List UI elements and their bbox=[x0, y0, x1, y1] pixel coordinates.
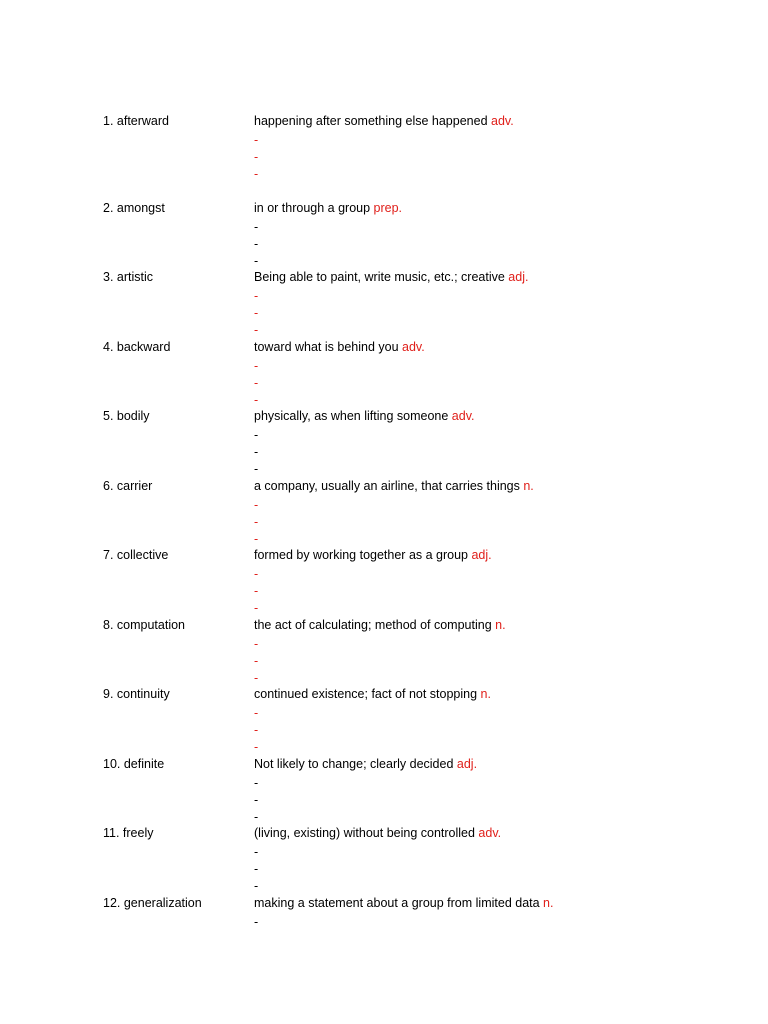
vocab-definition bbox=[254, 895, 553, 912]
blank-line-dash: - bbox=[254, 532, 259, 546]
blank-line-dash: - bbox=[254, 462, 259, 476]
part-of-speech: adv. bbox=[451, 409, 475, 423]
blank-line-dash: - bbox=[254, 776, 259, 790]
vocab-definition bbox=[254, 269, 528, 286]
vocab-term: 6. carrier bbox=[103, 479, 153, 493]
definition-text: a company, usually an airline, that carries things bbox=[254, 479, 524, 493]
vocab-term: 10. definite bbox=[103, 757, 165, 771]
blank-line-dash: - bbox=[254, 915, 259, 929]
definition-text: (living, existing) without being controlled bbox=[254, 826, 479, 840]
blank-line-dash: - bbox=[254, 862, 259, 876]
vocab-definition bbox=[254, 478, 534, 495]
vocab-term: 12. generalization bbox=[103, 896, 202, 910]
vocab-term: 3. artistic bbox=[103, 270, 154, 284]
blank-line-dash: - bbox=[254, 845, 259, 859]
blank-line-dash: - bbox=[254, 810, 259, 824]
vocab-definition bbox=[254, 200, 402, 217]
vocab-definition bbox=[254, 408, 475, 425]
vocab-definition bbox=[254, 113, 514, 130]
part-of-speech: adv. bbox=[491, 114, 514, 128]
definition-text: physically, as when lifting someone bbox=[254, 409, 452, 423]
blank-line-dash: - bbox=[254, 637, 259, 651]
vocab-definition bbox=[254, 825, 501, 842]
blank-line-dash: - bbox=[254, 879, 259, 893]
blank-line-dash: - bbox=[254, 515, 259, 529]
blank-line-dash: - bbox=[254, 445, 259, 459]
part-of-speech: n. bbox=[480, 687, 491, 701]
vocab-definition bbox=[254, 686, 491, 703]
vocab-term: 1. afterward bbox=[103, 114, 170, 128]
blank-line-dash: - bbox=[254, 393, 259, 407]
blank-line-dash: - bbox=[254, 237, 259, 251]
blank-line-dash: - bbox=[254, 740, 259, 754]
definition-text: toward what is behind you bbox=[254, 340, 403, 354]
vocab-definition bbox=[254, 339, 425, 356]
blank-line-dash: - bbox=[254, 289, 259, 303]
blank-line-dash: - bbox=[254, 671, 259, 685]
blank-line-dash: - bbox=[254, 323, 259, 337]
vocab-definition bbox=[254, 756, 477, 773]
vocab-term: 8. computation bbox=[103, 618, 185, 632]
part-of-speech: adj. bbox=[471, 548, 492, 562]
blank-line-dash: - bbox=[254, 723, 259, 737]
vocab-term: 7. collective bbox=[103, 548, 169, 562]
part-of-speech: adv. bbox=[402, 340, 425, 354]
definition-text: in or through a group bbox=[254, 201, 374, 215]
blank-line-dash: - bbox=[254, 359, 259, 373]
part-of-speech: n. bbox=[495, 618, 506, 632]
vocab-term: 9. continuity bbox=[103, 687, 170, 701]
blank-line-dash: - bbox=[254, 654, 259, 668]
blank-line-dash: - bbox=[254, 133, 259, 147]
part-of-speech: prep. bbox=[373, 201, 403, 215]
blank-line-dash: - bbox=[254, 306, 259, 320]
vocab-term: 4. backward bbox=[103, 340, 171, 354]
vocab-term: 2. amongst bbox=[103, 201, 165, 215]
blank-line-dash: - bbox=[254, 254, 259, 268]
definition-text: making a statement about a group from limited data bbox=[254, 896, 544, 910]
blank-line-dash: - bbox=[254, 498, 259, 512]
part-of-speech: adj. bbox=[508, 270, 529, 284]
definition-text: Being able to paint, write music, etc.; creative bbox=[254, 270, 509, 284]
vocab-definition bbox=[254, 617, 506, 634]
definition-text: formed by working together as a group bbox=[254, 548, 472, 562]
blank-line-dash: - bbox=[254, 584, 259, 598]
part-of-speech: n. bbox=[543, 896, 554, 910]
definition-text: the act of calculating; method of computing bbox=[254, 618, 496, 632]
part-of-speech: n. bbox=[523, 479, 534, 493]
blank-line-dash: - bbox=[254, 220, 259, 234]
vocab-definition bbox=[254, 547, 492, 564]
blank-line-dash: - bbox=[254, 150, 259, 164]
blank-line-dash: - bbox=[254, 167, 259, 181]
blank-line-dash: - bbox=[254, 428, 259, 442]
blank-line-dash: - bbox=[254, 376, 259, 390]
blank-line-dash: - bbox=[254, 567, 259, 581]
part-of-speech: adv. bbox=[478, 826, 502, 840]
vocab-term: 11. freely bbox=[103, 826, 154, 840]
vocab-term: 5. bodily bbox=[103, 409, 150, 423]
definition-text: Not likely to change; clearly decided bbox=[254, 757, 457, 771]
blank-line-dash: - bbox=[254, 706, 259, 720]
part-of-speech: adj. bbox=[456, 757, 478, 771]
blank-line-dash: - bbox=[254, 793, 259, 807]
definition-text: continued existence; fact of not stopping bbox=[254, 687, 481, 701]
definition-text: happening after something else happened bbox=[254, 114, 491, 128]
blank-line-dash: - bbox=[254, 601, 259, 615]
